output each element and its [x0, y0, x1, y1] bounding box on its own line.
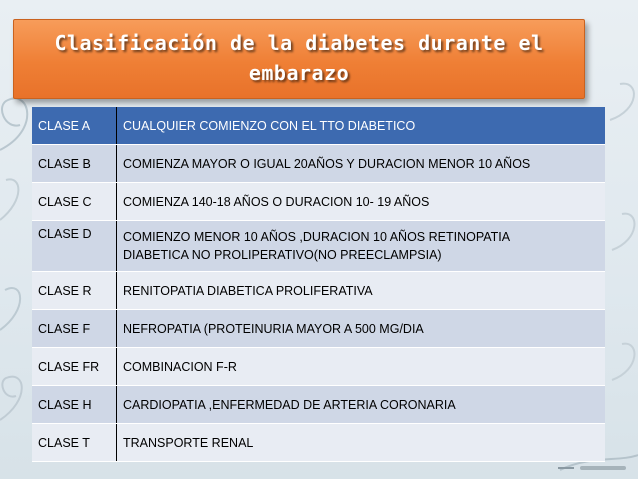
description-cell: COMIENZA 140-18 AÑOS O DURACION 10- 19 AÑOS: [117, 183, 606, 221]
slide-title-line2: embarazo: [248, 61, 350, 85]
slide-title: [14, 28, 584, 88]
footer-ornament-icon: [558, 463, 628, 473]
table-row: [32, 145, 605, 183]
table-row: [32, 272, 605, 310]
description-cell: [117, 221, 606, 272]
description-cell: CARDIOPATIA ,ENFERMEDAD DE ARTERIA CORONARIA: [117, 386, 606, 424]
table-row: [32, 424, 605, 462]
class-cell: CLASE H: [32, 386, 117, 424]
description-cell: TRANSPORTE RENAL: [117, 424, 606, 462]
description-cell: COMBINACION F-R: [117, 348, 606, 386]
table-row: [32, 348, 605, 386]
description-line: DIABETICA NO PROLIPERATIVO(NO PREECLAMPSIA): [123, 248, 442, 262]
class-cell: CLASE B: [32, 145, 117, 183]
title-banner: [13, 19, 585, 99]
description-line: COMIENZO MENOR 10 AÑOS ,DURACION 10 AÑOS RETINOPATIA: [123, 230, 511, 244]
table-row: [32, 310, 605, 348]
class-cell: CLASE F: [32, 310, 117, 348]
class-cell: CLASE T: [32, 424, 117, 462]
class-cell: CLASE R: [32, 272, 117, 310]
table-row: [32, 107, 605, 145]
diabetes-classification-table: [32, 107, 605, 462]
description-cell: COMIENZA MAYOR O IGUAL 20AÑOS Y DURACION MENOR 10 AÑOS: [117, 145, 606, 183]
class-cell: CLASE D: [32, 221, 117, 272]
description-cell: RENITOPATIA DIABETICA PROLIFERATIVA: [117, 272, 606, 310]
description-cell: CUALQUIER COMIENZO CON EL TTO DIABETICO: [117, 107, 606, 145]
table-row: [32, 183, 605, 221]
class-cell: CLASE FR: [32, 348, 117, 386]
table-row: [32, 221, 605, 272]
description-cell: NEFROPATIA (PROTEINURIA MAYOR A 500 MG/DIA: [117, 310, 606, 348]
class-cell: CLASE C: [32, 183, 117, 221]
class-cell: CLASE A: [32, 107, 117, 145]
slide-title-line1: Clasificación de la diabetes durante el: [54, 31, 544, 55]
table-row: [32, 386, 605, 424]
